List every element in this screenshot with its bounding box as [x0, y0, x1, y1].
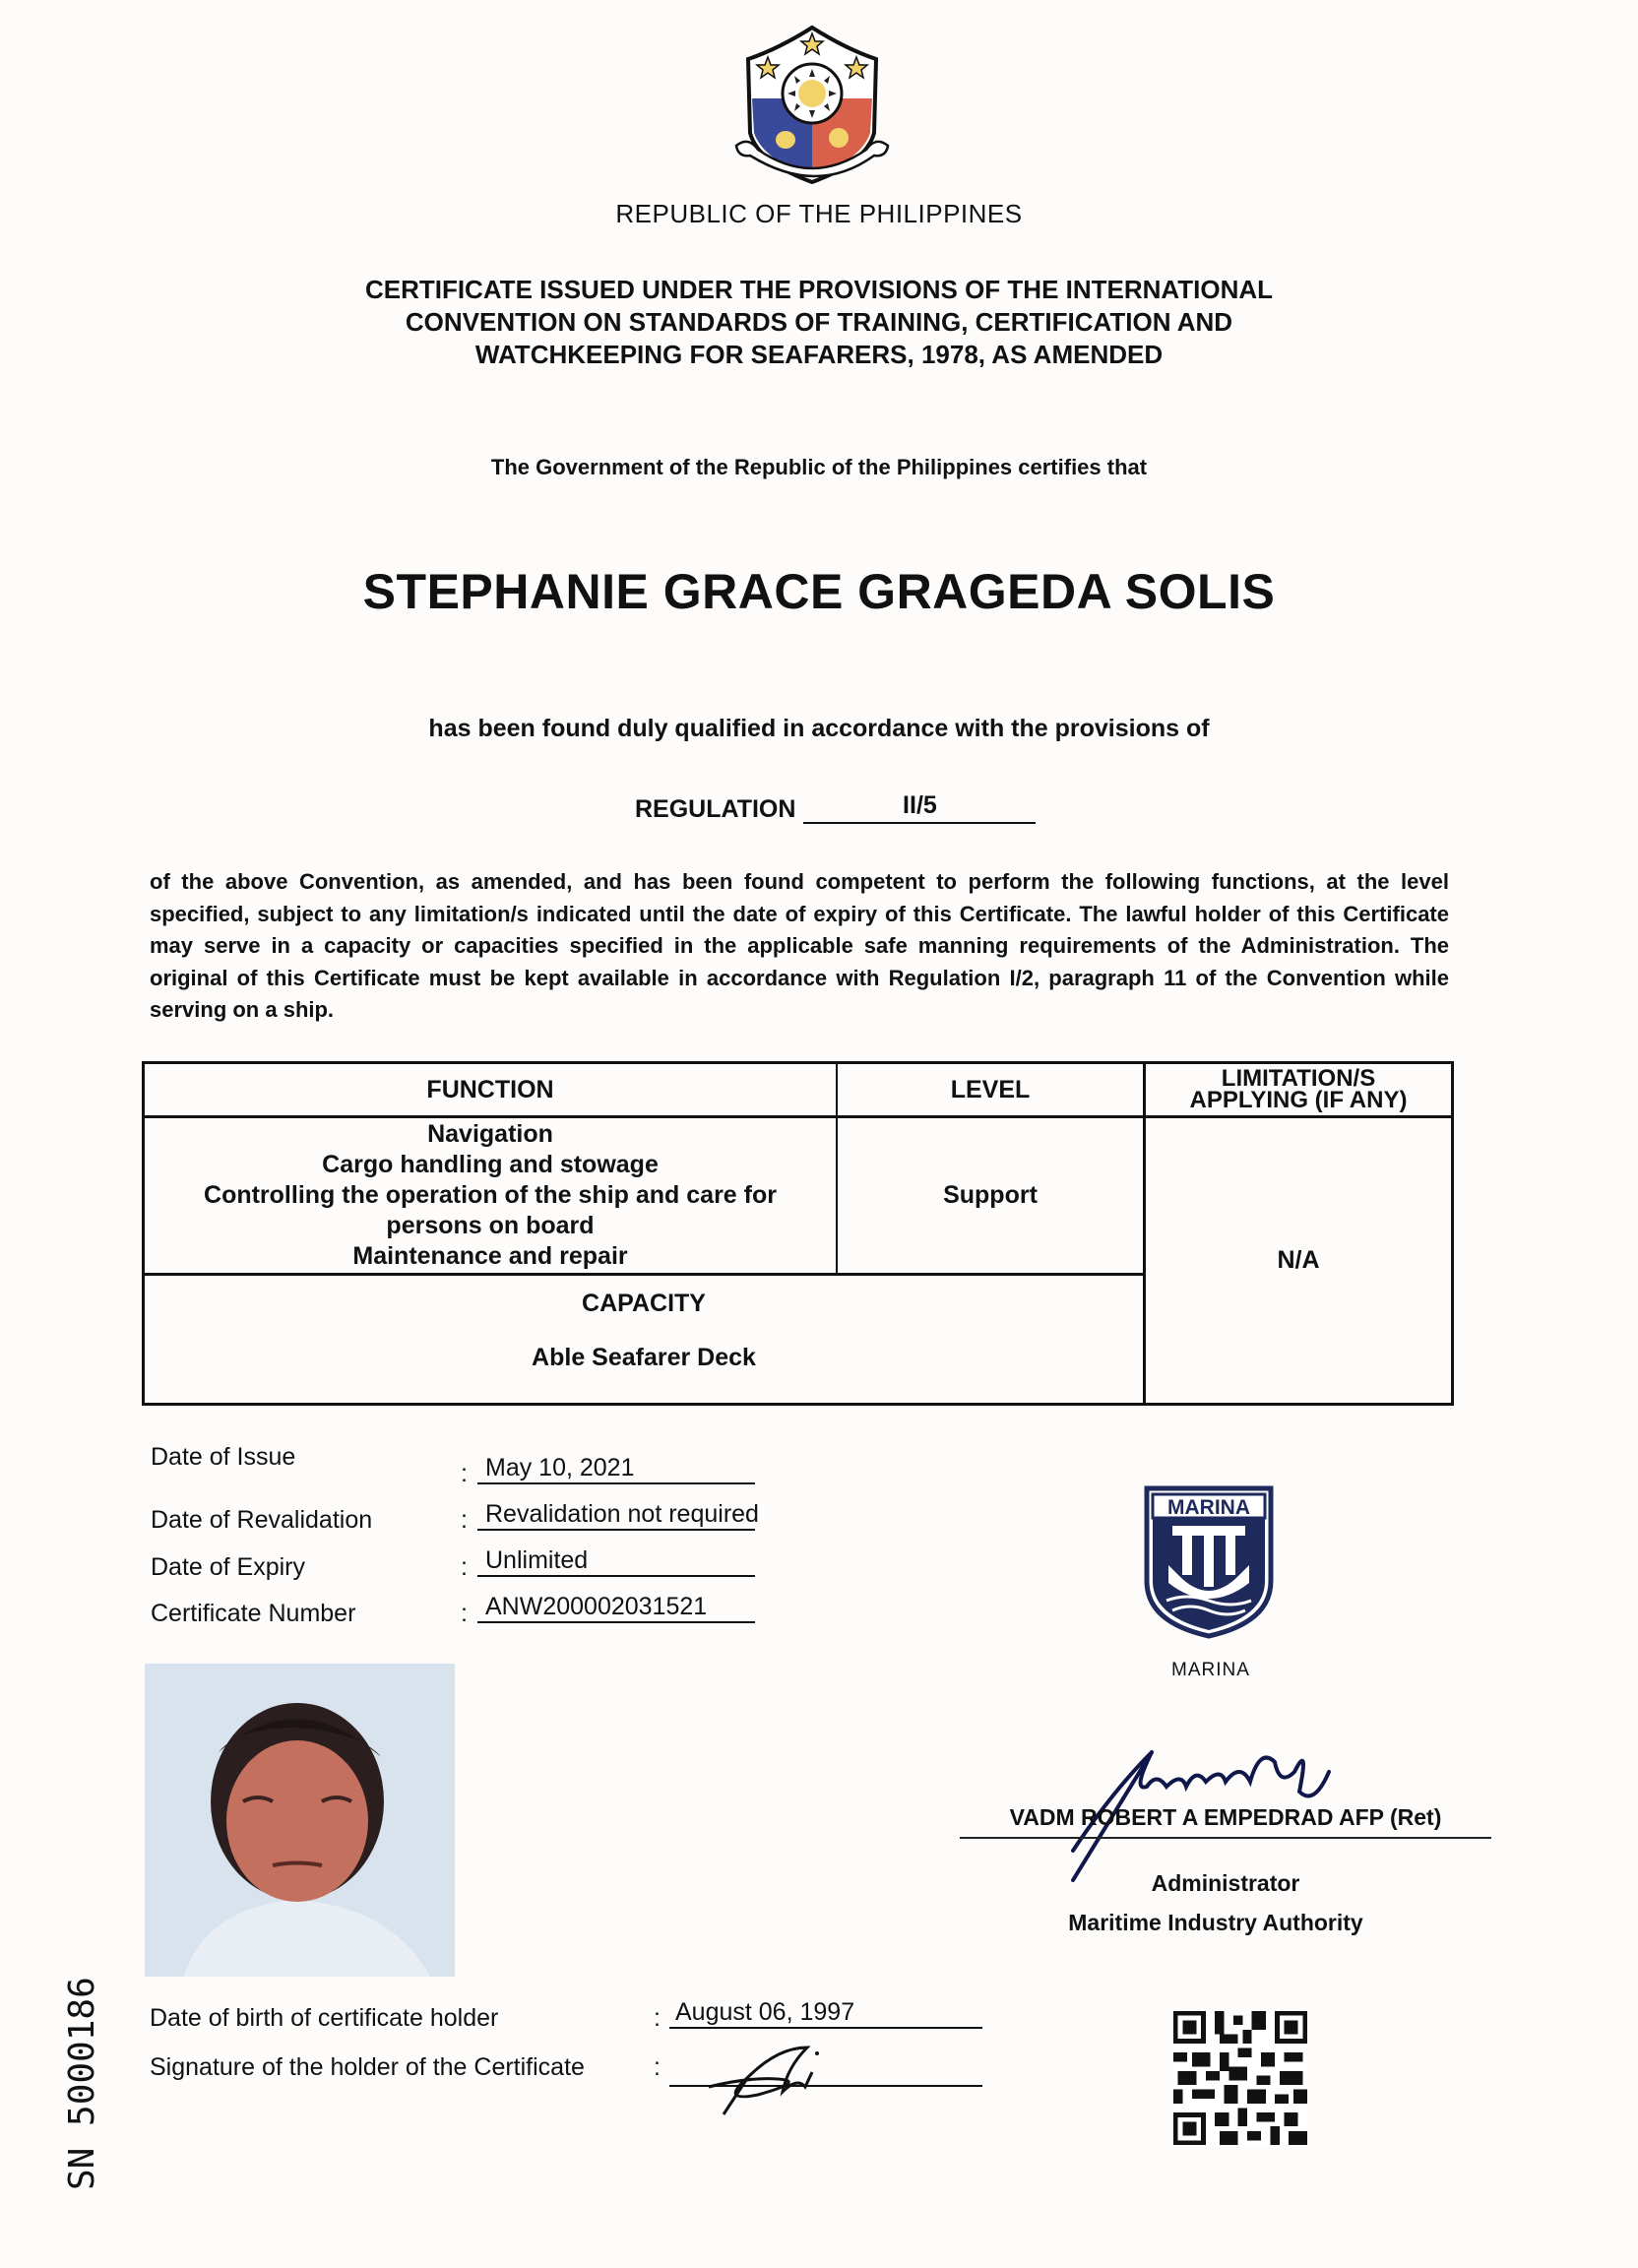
limitations-cell: N/A — [1277, 1246, 1320, 1274]
date-of-issue-label: Date of Issue — [151, 1443, 296, 1471]
marina-shield-icon — [1143, 1484, 1275, 1640]
signatory-name: VADM ROBERT A EMPEDRAD AFP (Ret) — [960, 1804, 1491, 1839]
competency-paragraph: of the above Convention, as amended, and has been found competent to perform the following functions, at the level specified, subject to any limitation/s indicated until the date of expiry of this Certificate. The lawful holder of this Certificate may serve in a capacity or capacities specified in the applicable safe manning requirements of the Administration. The original of this Certificate must be kept available in accordance with Regulation I/2, paragraph 11 of the Convention while serving on a ship. — [150, 869, 1449, 1022]
certifies-statement: The Government of the Republic of the Philippines certifies that — [490, 455, 1148, 479]
colon: : — [461, 1600, 468, 1627]
regulation-row — [635, 791, 1036, 824]
philippine-coat-of-arms-icon — [728, 20, 896, 192]
dob-value: August 06, 1997 — [669, 1998, 982, 2029]
certificate-header — [0, 274, 1638, 371]
date-of-revalidation-label: Date of Revalidation — [151, 1506, 373, 1534]
capacity-label: CAPACITY — [582, 1289, 706, 1317]
colon: : — [654, 2053, 661, 2081]
functions-table — [142, 1061, 1454, 1406]
colon: : — [654, 2004, 661, 2032]
header-line: WATCHKEEPING FOR SEAFARERS, 1978, AS AMENDED — [474, 340, 1164, 369]
colon: : — [461, 1460, 468, 1487]
qr-code[interactable] — [1173, 2011, 1307, 2145]
header-line: CONVENTION ON STANDARDS OF TRAINING, CERTIFICATION AND — [405, 307, 1233, 337]
signatory-organization: Maritime Industry Authority — [1068, 1910, 1363, 1935]
holder-portrait-icon — [145, 1664, 455, 1977]
table-divider — [145, 1273, 1145, 1276]
signatory-title: Administrator — [1151, 1870, 1300, 1896]
certificate-number-value: ANW200002031521 — [477, 1593, 755, 1623]
functions-cell — [145, 1118, 836, 1273]
colon: : — [461, 1506, 468, 1534]
date-of-expiry-label: Date of Expiry — [151, 1553, 306, 1581]
regulation-label: REGULATION — [635, 795, 796, 823]
header-limitations-line: LIMITATION/S — [1221, 1065, 1376, 1092]
level-cell: Support — [943, 1181, 1038, 1209]
header-limitations — [1146, 1064, 1451, 1115]
marina-caption: MARINA — [1171, 1660, 1250, 1680]
holder-photo — [145, 1664, 455, 1977]
function-item: persons on board — [386, 1212, 595, 1239]
function-item: Cargo handling and stowage — [322, 1151, 659, 1178]
header-function: FUNCTION — [426, 1075, 554, 1103]
function-item: Controlling the operation of the ship and care for — [204, 1181, 777, 1209]
colon: : — [461, 1553, 468, 1581]
holder-signature-label: Signature of the holder of the Certificate — [150, 2053, 585, 2081]
holder-name: STEPHANIE GRACE GRAGEDA SOLIS — [362, 564, 1276, 619]
capacity-value: Able Seafarer Deck — [532, 1343, 756, 1371]
header-limitations-line: APPLYING (IF ANY) — [1189, 1087, 1408, 1113]
serial-number: SN 5000186 — [62, 1977, 102, 2190]
date-of-issue-value: May 10, 2021 — [477, 1454, 755, 1484]
function-item: Maintenance and repair — [352, 1242, 628, 1270]
header-level: LEVEL — [950, 1075, 1031, 1103]
dob-label: Date of birth of certificate holder — [150, 2004, 499, 2032]
regulation-value: II/5 — [803, 791, 1036, 824]
date-of-revalidation-value: Revalidation not required — [477, 1500, 755, 1531]
holder-signature — [689, 2038, 847, 2116]
qualified-statement: has been found duly qualified in accordance with the provisions of — [428, 715, 1210, 742]
date-of-expiry-value: Unlimited — [477, 1546, 755, 1577]
certificate-number-label: Certificate Number — [151, 1600, 356, 1627]
country-title: REPUBLIC OF THE PHILIPPINES — [615, 199, 1023, 228]
marina-logo-text: MARINA — [1167, 1496, 1250, 1519]
function-item: Navigation — [427, 1120, 553, 1148]
header-line: CERTIFICATE ISSUED UNDER THE PROVISIONS OF THE INTERNATIONAL — [364, 275, 1274, 304]
